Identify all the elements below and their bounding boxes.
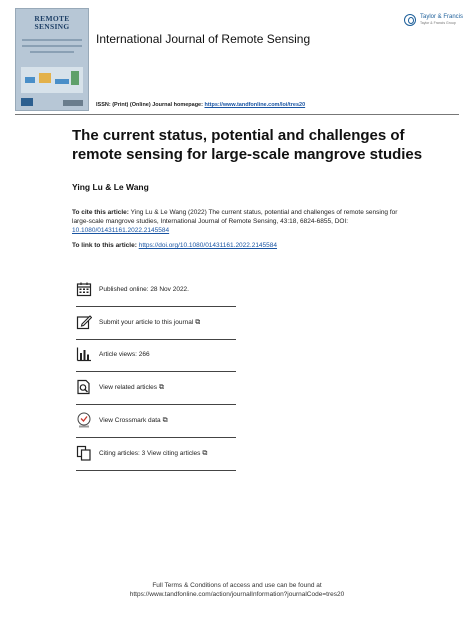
homepage-link[interactable]: https://www.tandfonline.com/loi/tres20 bbox=[204, 102, 306, 108]
divider bbox=[76, 306, 236, 307]
cover-logo bbox=[63, 100, 83, 106]
citing-articles-label: Citing articles: 3 View citing articles bbox=[99, 450, 201, 457]
publisher-name: Taylor & Francis bbox=[420, 14, 464, 20]
cover-line bbox=[30, 51, 74, 53]
doi-link[interactable]: 10.1080/01431161.2022.2145584 bbox=[72, 227, 170, 234]
article-views-row bbox=[76, 346, 236, 366]
publisher-logo[interactable] bbox=[400, 12, 462, 38]
published-row bbox=[76, 281, 236, 301]
related-articles-link[interactable] bbox=[99, 384, 164, 392]
publisher-group: Taylor & Francis Group bbox=[420, 21, 456, 25]
external-link-icon: ⧉ bbox=[202, 450, 208, 457]
external-link-icon: ⧉ bbox=[195, 319, 201, 326]
footer-terms-link[interactable]: https://www.tandfonline.com/action/journalInformation?journalCode=tres20 bbox=[129, 591, 345, 598]
external-link-icon: ⧉ bbox=[162, 417, 168, 424]
cover-line bbox=[22, 45, 82, 47]
footer-terms bbox=[0, 581, 474, 599]
footer-line: Full Terms & Conditions of access and use can be found at bbox=[152, 582, 322, 589]
journal-name[interactable]: International Journal of Remote Sensing bbox=[96, 32, 311, 46]
article-doi-url[interactable]: https://doi.org/10.1080/01431161.2022.2145584 bbox=[138, 242, 278, 249]
crossmark-label: View Crossmark data bbox=[99, 417, 161, 424]
article-link-line bbox=[72, 242, 277, 249]
cover-title: REMOTE SENSING bbox=[34, 14, 70, 31]
journal-cover-image bbox=[15, 8, 89, 111]
link-label: To link to this article: bbox=[72, 242, 137, 249]
cover-logo bbox=[21, 98, 33, 106]
divider bbox=[76, 339, 236, 340]
divider bbox=[76, 437, 236, 438]
edit-icon bbox=[76, 314, 92, 330]
issn-line bbox=[96, 102, 305, 108]
submit-article-link[interactable] bbox=[99, 319, 200, 327]
issn-label: ISSN: (Print) (Online) Journal homepage: bbox=[96, 102, 203, 108]
divider bbox=[76, 470, 236, 471]
published-date: Published online: 28 Nov 2022. bbox=[99, 286, 189, 293]
related-articles-label: View related articles bbox=[99, 384, 158, 391]
crossmark-icon bbox=[76, 412, 92, 428]
bar-chart-icon bbox=[76, 346, 92, 362]
related-articles-row[interactable] bbox=[76, 379, 236, 399]
cite-text: Ying Lu & Le Wang (2022) The current status, potential and challenges of remote sensing for large-scale mangrove studies, International Journal of Remote Sensing, 43:18, 6824-6855, DOI: bbox=[72, 209, 398, 225]
citing-articles-row[interactable] bbox=[76, 445, 236, 465]
external-link-icon: ⧉ bbox=[159, 384, 165, 391]
publisher-emblem-icon bbox=[404, 14, 416, 26]
submit-article-row[interactable] bbox=[76, 314, 236, 334]
cite-label: To cite this article: bbox=[72, 209, 129, 216]
header-divider bbox=[15, 114, 459, 115]
article-views: Article views: 266 bbox=[99, 351, 150, 358]
submit-article-label: Submit your article to this journal bbox=[99, 319, 194, 326]
calendar-icon bbox=[76, 281, 92, 297]
citation-block bbox=[72, 208, 402, 235]
search-document-icon bbox=[76, 379, 92, 395]
citing-articles-link[interactable] bbox=[99, 450, 207, 458]
crossmark-row[interactable] bbox=[76, 412, 236, 432]
cover-artwork bbox=[21, 67, 83, 93]
divider bbox=[76, 404, 236, 405]
article-title: The current status, potential and challenges of remote sensing for large-scale mangrove studies bbox=[72, 127, 423, 163]
cover-line bbox=[22, 39, 82, 41]
crossmark-link[interactable] bbox=[99, 417, 168, 425]
divider bbox=[76, 371, 236, 372]
citing-documents-icon bbox=[76, 445, 92, 461]
article-authors: Ying Lu & Le Wang bbox=[72, 182, 149, 192]
